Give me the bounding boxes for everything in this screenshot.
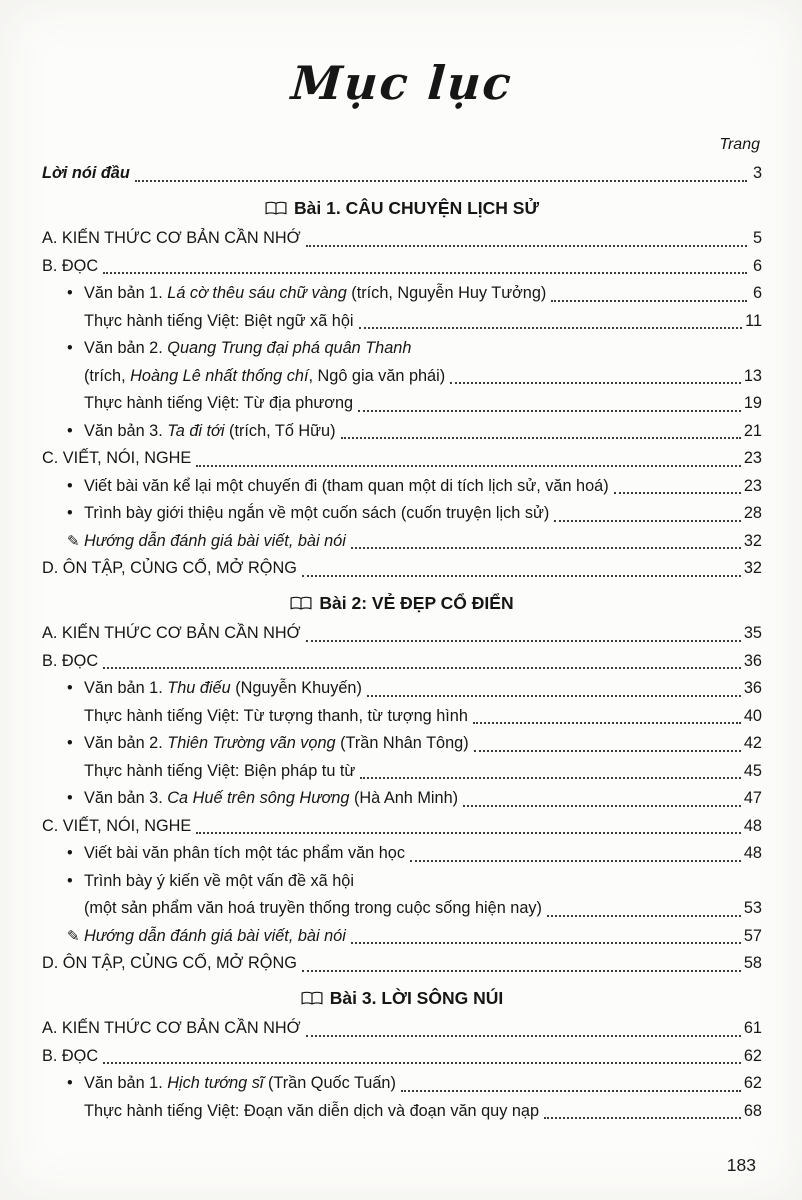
toc-entry xyxy=(42,813,762,841)
toc-entry xyxy=(42,950,762,978)
section-heading xyxy=(42,195,762,223)
entry-text: Hướng dẫn đánh giá bài viết, bài nói xyxy=(84,531,346,550)
dot-icon: • xyxy=(67,421,73,440)
entry-label xyxy=(42,445,191,473)
dot-leader xyxy=(351,942,741,944)
dot-icon: • xyxy=(67,339,73,357)
dot-leader xyxy=(135,180,747,182)
entry-label xyxy=(84,1098,539,1126)
dot-leader xyxy=(196,465,741,467)
entry-page-number: 35 xyxy=(743,624,762,642)
entry-text: (trích, Tố Hữu) xyxy=(224,421,336,440)
entry-page-number: 57 xyxy=(743,926,762,945)
dot-icon: • xyxy=(67,844,73,862)
entry-page-number: 48 xyxy=(743,844,762,862)
entry-text: B. ĐỌC xyxy=(42,651,99,670)
dot-leader xyxy=(551,300,747,302)
dot-leader xyxy=(103,272,747,274)
entry-text: Thực hành tiếng Việt: Từ tượng thanh, từ tượng hình xyxy=(84,706,468,725)
toc-entry xyxy=(42,363,762,391)
section-heading xyxy=(42,985,762,1013)
dot-icon: • xyxy=(67,734,73,752)
entry-page-number: 32 xyxy=(743,559,762,577)
entry-text: Văn bản 2. xyxy=(84,339,168,357)
entry-page-number: 61 xyxy=(743,1019,762,1037)
entry-page-number: 21 xyxy=(743,421,762,440)
entry-text: Lời nói đầu xyxy=(42,164,130,182)
entry-text: (Trần Nhân Tông) xyxy=(335,734,469,752)
dot-leader xyxy=(401,1090,741,1092)
entry-label xyxy=(84,390,353,418)
entry-page-number: 53 xyxy=(743,899,762,917)
entry-text: Văn bản 3. xyxy=(84,421,168,440)
entry-text: Ta đi tới xyxy=(167,421,225,440)
dot-leader xyxy=(360,777,741,779)
toc-entry xyxy=(42,418,762,446)
dot-leader xyxy=(302,970,741,972)
entry-text: Văn bản 1. xyxy=(84,1074,168,1092)
dot-icon: • xyxy=(67,789,73,807)
entry-text: (một sản phẩm văn hoá truyền thống trong cuộc sống hiện nay) xyxy=(84,899,542,917)
entry-text: (trích, xyxy=(84,366,131,385)
entry-page-number: 47 xyxy=(743,789,762,807)
entry-label xyxy=(84,1070,396,1098)
entry-page-number: 68 xyxy=(743,1101,762,1120)
entry-label xyxy=(42,555,297,583)
entry-text: B. ĐỌC xyxy=(42,1046,99,1065)
toc-entry xyxy=(42,555,762,583)
entry-text: C. VIẾT, NÓI, NGHE xyxy=(42,449,192,467)
entry-label xyxy=(42,950,297,978)
entry-text: Thực hành tiếng Việt: Từ địa phương xyxy=(84,394,354,412)
entry-text: Thực hành tiếng Việt: Biện pháp tu từ xyxy=(84,761,356,780)
dot-leader xyxy=(547,915,741,917)
entry-text: Văn bản 1. xyxy=(84,679,168,697)
dot-icon: • xyxy=(67,679,73,697)
entry-label xyxy=(42,225,301,253)
entry-text: Thực hành tiếng Việt: Đoạn văn diễn dịch và đoạn văn quy nạp xyxy=(84,1101,540,1120)
entry-text: Thu điếu xyxy=(167,679,231,697)
section-heading xyxy=(42,590,762,618)
toc-entry xyxy=(42,1098,762,1126)
toc-entry xyxy=(42,335,762,363)
toc-entry xyxy=(42,500,762,528)
entry-text: D. ÔN TẬP, CỦNG CỐ, MỞ RỘNG xyxy=(42,559,297,577)
entry-text: Văn bản 3. xyxy=(84,789,168,807)
trang-column-label: Trang xyxy=(719,136,760,153)
entry-label xyxy=(42,813,191,841)
pen-icon: ✎ xyxy=(67,532,80,550)
section-heading-label: Bài 1. CÂU CHUYỆN LỊCH SỬ xyxy=(294,197,539,218)
toc-entry xyxy=(42,473,762,501)
dot-leader xyxy=(367,695,741,697)
entry-page-number: 3 xyxy=(752,164,762,182)
entry-text: Hướng dẫn đánh giá bài viết, bài nói xyxy=(84,926,346,945)
entry-page-number: 11 xyxy=(745,311,762,330)
entry-label xyxy=(42,1043,98,1071)
dot-leader xyxy=(103,667,741,669)
entry-label xyxy=(84,840,405,868)
entry-text: Văn bản 2. xyxy=(84,734,168,752)
toc-entry xyxy=(42,730,762,758)
entry-page-number: 40 xyxy=(743,706,762,725)
entry-text: Thực hành tiếng Việt: Biệt ngữ xã hội xyxy=(84,311,354,330)
toc-entry xyxy=(42,648,762,676)
page-title: Mục lục xyxy=(289,56,515,110)
toc-entry xyxy=(42,868,762,896)
entry-label xyxy=(84,528,346,556)
toc-entry xyxy=(42,445,762,473)
entry-text: (trích, Nguyễn Huy Tưởng) xyxy=(346,284,547,302)
toc-entry xyxy=(42,895,762,923)
dot-icon: • xyxy=(67,476,73,495)
entry-label xyxy=(84,335,411,363)
entry-page-number: 28 xyxy=(743,504,762,522)
toc-entry xyxy=(42,225,762,253)
entry-text: (Hà Anh Minh) xyxy=(349,789,459,807)
dot-leader xyxy=(410,860,741,862)
entry-text: , Ngô gia văn phái) xyxy=(308,366,446,385)
toc-entry xyxy=(42,253,762,281)
entry-text: D. ÔN TẬP, CỦNG CỐ, MỞ RỘNG xyxy=(42,954,297,972)
toc-entry xyxy=(42,390,762,418)
dot-leader xyxy=(544,1117,741,1119)
dot-leader xyxy=(103,1062,741,1064)
entry-label xyxy=(84,868,354,896)
entry-page-number: 36 xyxy=(743,651,762,670)
dot-leader xyxy=(306,640,741,642)
entry-text: Trình bày ý kiến về một vấn đề xã hội xyxy=(84,871,354,890)
entry-text: Thiên Trường vãn vọng xyxy=(167,734,336,752)
entry-label xyxy=(42,1015,301,1043)
entry-label xyxy=(42,160,130,188)
entry-label xyxy=(84,703,468,731)
entry-text: A. KIẾN THỨC CƠ BẢN CẦN NHỚ xyxy=(42,1019,301,1037)
toc-entry xyxy=(42,1015,762,1043)
entry-page-number: 36 xyxy=(743,679,762,697)
entry-page-number: 19 xyxy=(743,394,762,412)
entry-label xyxy=(42,620,301,648)
entry-label xyxy=(84,675,362,703)
entry-page-number: 62 xyxy=(743,1046,762,1065)
entry-page-number: 42 xyxy=(743,734,762,752)
dot-leader xyxy=(306,1035,741,1037)
entry-page-number: 62 xyxy=(743,1074,762,1092)
toc-entry xyxy=(42,675,762,703)
entry-label xyxy=(84,418,336,446)
section-heading-label: Bài 3. LỜI SÔNG NÚI xyxy=(329,987,504,1008)
entry-text: Quang Trung đại phá quân Thanh xyxy=(167,339,412,357)
open-book-icon xyxy=(265,201,287,216)
entry-text: Hịch tướng sĩ xyxy=(167,1074,264,1092)
folio-page-number: 183 xyxy=(726,1155,756,1175)
toc-entry xyxy=(42,620,762,648)
dot-leader xyxy=(473,722,741,724)
entry-text: A. KIẾN THỨC CƠ BẢN CẦN NHỚ xyxy=(42,624,301,642)
entry-label xyxy=(84,730,469,758)
toc xyxy=(42,160,762,1125)
entry-page-number: 58 xyxy=(743,954,762,972)
dot-leader xyxy=(614,492,741,494)
dot-leader xyxy=(196,832,741,834)
dot-leader xyxy=(359,327,743,329)
entry-label xyxy=(84,363,445,391)
entry-page-number: 23 xyxy=(743,476,762,495)
entry-text: C. VIẾT, NÓI, NGHE xyxy=(42,816,192,835)
dot-leader xyxy=(306,245,747,247)
entry-label xyxy=(84,785,458,813)
entry-page-number: 13 xyxy=(743,366,762,385)
toc-entry xyxy=(42,280,762,308)
entry-text: Ca Huế trên sông Hương xyxy=(167,789,350,807)
dot-icon: • xyxy=(67,504,73,522)
entry-label xyxy=(42,253,98,281)
dot-leader xyxy=(450,382,741,384)
entry-page-number: 32 xyxy=(743,531,762,550)
entry-label xyxy=(84,473,609,501)
entry-text: Văn bản 1. xyxy=(84,284,168,302)
toc-entry xyxy=(42,840,762,868)
entry-label xyxy=(84,500,549,528)
dot-icon: • xyxy=(67,871,73,890)
toc-entry xyxy=(42,923,762,951)
dot-leader xyxy=(351,547,741,549)
entry-text: Lá cờ thêu sáu chữ vàng xyxy=(167,284,347,302)
entry-page-number: 23 xyxy=(743,449,762,467)
toc-entry xyxy=(42,160,762,188)
entry-text: B. ĐỌC xyxy=(42,256,99,275)
dot-icon: • xyxy=(67,1074,73,1092)
dot-leader xyxy=(474,750,741,752)
toc-entry xyxy=(42,758,762,786)
toc-entry xyxy=(42,703,762,731)
entry-text: (Nguyễn Khuyến) xyxy=(230,679,362,697)
open-book-icon xyxy=(301,991,323,1006)
entry-text: Viết bài văn phân tích một tác phẩm văn học xyxy=(84,844,405,862)
toc-entry xyxy=(42,1043,762,1071)
entry-label xyxy=(84,308,354,336)
entry-label xyxy=(84,758,355,786)
entry-label xyxy=(84,895,542,923)
toc-entry xyxy=(42,528,762,556)
toc-entry xyxy=(42,1070,762,1098)
toc-entry xyxy=(42,785,762,813)
dot-leader xyxy=(463,805,741,807)
dot-leader xyxy=(341,437,741,439)
entry-text: (Trần Quốc Tuấn) xyxy=(263,1074,396,1092)
entry-text: A. KIẾN THỨC CƠ BẢN CẦN NHỚ xyxy=(42,229,301,247)
entry-page-number: 5 xyxy=(752,229,762,247)
entry-text: Hoàng Lê nhất thống chí xyxy=(130,366,309,385)
toc-entry xyxy=(42,308,762,336)
dot-leader xyxy=(302,575,741,577)
open-book-icon xyxy=(290,596,312,611)
entry-label xyxy=(42,648,98,676)
entry-text: Trình bày giới thiệu ngắn về một cuốn sách (cuốn truyện lịch sử) xyxy=(84,504,550,522)
pen-icon: ✎ xyxy=(67,927,80,945)
entry-page-number: 6 xyxy=(752,256,762,275)
dot-icon: • xyxy=(67,284,73,302)
entry-page-number: 48 xyxy=(743,816,762,835)
entry-label xyxy=(84,923,346,951)
dot-leader xyxy=(554,520,741,522)
entry-label xyxy=(84,280,546,308)
dot-leader xyxy=(358,410,741,412)
entry-page-number: 6 xyxy=(752,284,762,302)
entry-page-number: 45 xyxy=(743,761,762,780)
entry-text: Viết bài văn kể lại một chuyến đi (tham quan một di tích lịch sử, văn hoá) xyxy=(84,476,609,495)
section-heading-label: Bài 2: VẺ ĐẸP CỔ ĐIỂN xyxy=(319,592,514,613)
